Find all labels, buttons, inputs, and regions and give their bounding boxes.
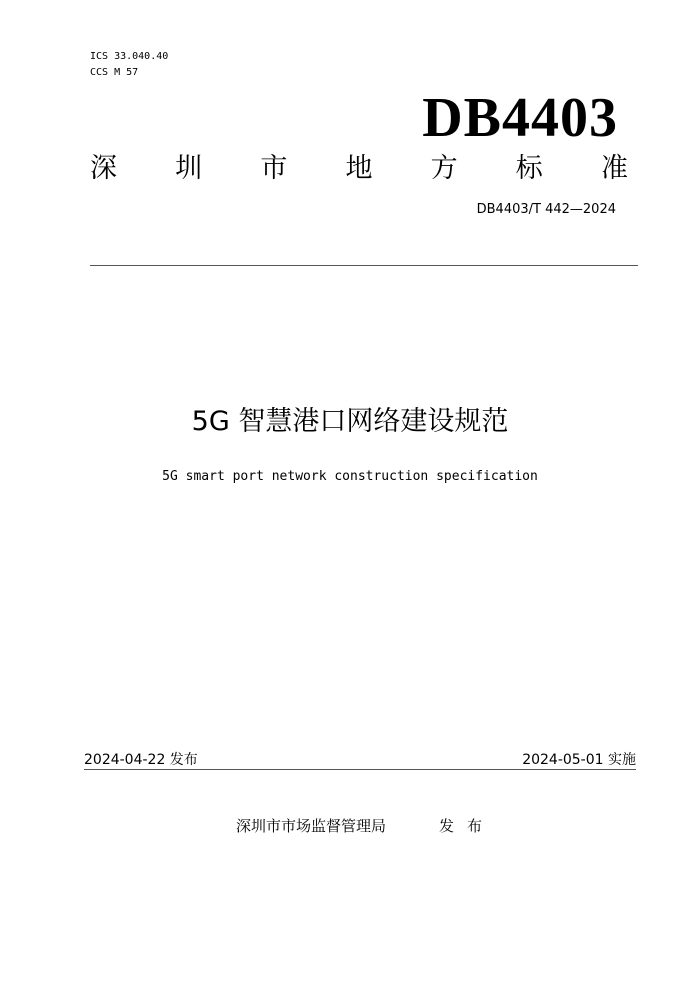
issue-date: 2024-04-22 发布	[84, 752, 198, 768]
standard-type-char: 地	[345, 153, 373, 184]
ccs-code: CCS M 57	[90, 67, 139, 78]
bottom-divider	[84, 769, 636, 770]
standard-type-char: 圳	[175, 153, 203, 184]
top-divider	[90, 265, 638, 266]
db-logo: DB4403	[422, 87, 618, 149]
standard-type-char: 标	[515, 153, 543, 184]
standard-type-char: 市	[260, 153, 288, 184]
issuer-action: 发布	[439, 817, 496, 835]
standard-number: DB4403/T 442—2024	[476, 202, 616, 217]
standard-type	[90, 151, 628, 187]
issuer-name: 深圳市市场监督管理局	[236, 817, 387, 835]
implementation-date: 2024-05-01 实施	[522, 752, 636, 768]
standard-type-char: 准	[600, 153, 628, 184]
standard-type-char: 深	[90, 153, 117, 184]
document-title-english: 5G smart port network construction specification	[162, 469, 538, 484]
standard-type-char: 方	[430, 153, 458, 184]
document-title-chinese: 5G 智慧港口网络建设规范	[191, 406, 509, 437]
ics-code: ICS 33.040.40	[90, 51, 169, 62]
